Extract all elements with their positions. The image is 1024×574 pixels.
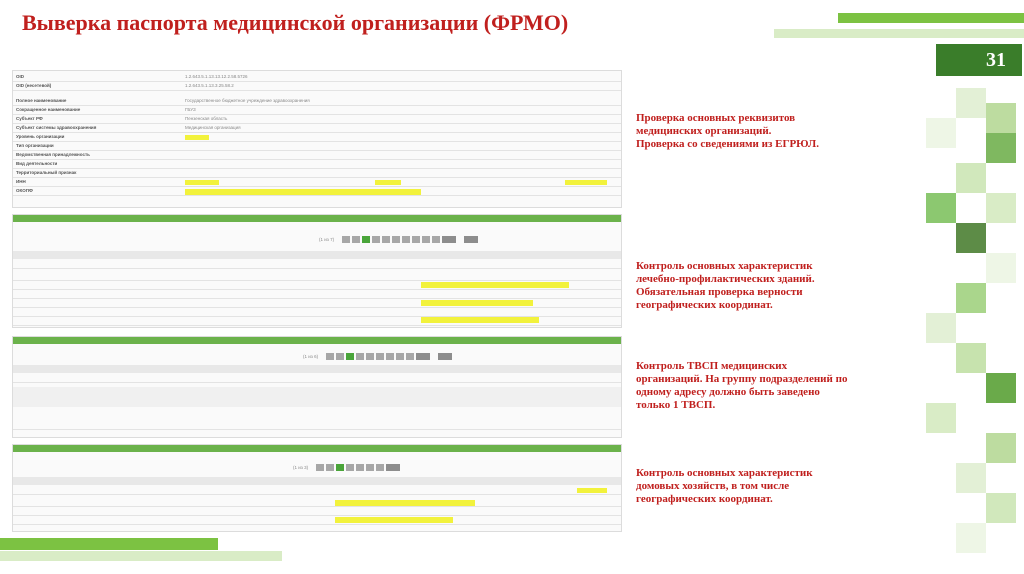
note-tvsp bbox=[636, 360, 926, 412]
note-line: только 1 ТВСП. bbox=[636, 399, 716, 411]
note-line: Проверка со сведениями из ЕГРЮЛ. bbox=[636, 138, 819, 150]
note-line: Контроль основных характеристик bbox=[636, 467, 813, 479]
note-households bbox=[636, 467, 926, 506]
note-line: географических координат. bbox=[636, 493, 773, 505]
note-buildings bbox=[636, 260, 926, 312]
tvsp-panel: (1 из 6) bbox=[12, 336, 622, 438]
slide-title: Выверка паспорта медицинской организации (ФРМО) bbox=[22, 10, 569, 35]
note-line: Проверка основных реквизитов bbox=[636, 112, 796, 124]
note-line: одному адресу должно быть заведено bbox=[636, 386, 820, 398]
note-line: лечебно-профилактических зданий. bbox=[636, 273, 815, 285]
note-line: медицинских организаций. bbox=[636, 125, 772, 137]
note-line: Контроль основных характеристик bbox=[636, 260, 813, 272]
slide-number: 31 bbox=[936, 44, 1022, 76]
top-bar-green bbox=[838, 13, 1024, 23]
org-details-panel: OID 1.2.643.5.1.13.13.12.2.58.5726 OID (несетевой) 1.2.643.5.1.13.3.25.58.2 Полное наименование Государственное бюджетное учреждение здравоохранения Сокращенное наименование ГБУЗ Субъект РФ Пензенская область Субъект системы здравоохранения Медицинская организация Уровень организации Тип организации Ведомственная принадлежность Вид деятельности Территориальный признак ИНН ОКОПФ bbox=[12, 70, 622, 208]
note-line: географических координат. bbox=[636, 299, 773, 311]
note-line: Обязательная проверка верности bbox=[636, 286, 803, 298]
note-line: Контроль ТВСП медицинских bbox=[636, 360, 788, 372]
note-requisites bbox=[636, 112, 926, 151]
bottom-bar-green bbox=[0, 538, 218, 550]
top-bar-light bbox=[774, 29, 1024, 38]
frmo-screenshot bbox=[12, 70, 620, 532]
note-line: организаций. На группу подразделений по bbox=[636, 373, 848, 385]
buildings-panel: (1 из 7) bbox=[12, 214, 622, 328]
note-line: домовых хозяйств, в том числе bbox=[636, 480, 790, 492]
households-panel: (1 из 3) bbox=[12, 444, 622, 532]
bottom-bar-light bbox=[0, 551, 282, 561]
